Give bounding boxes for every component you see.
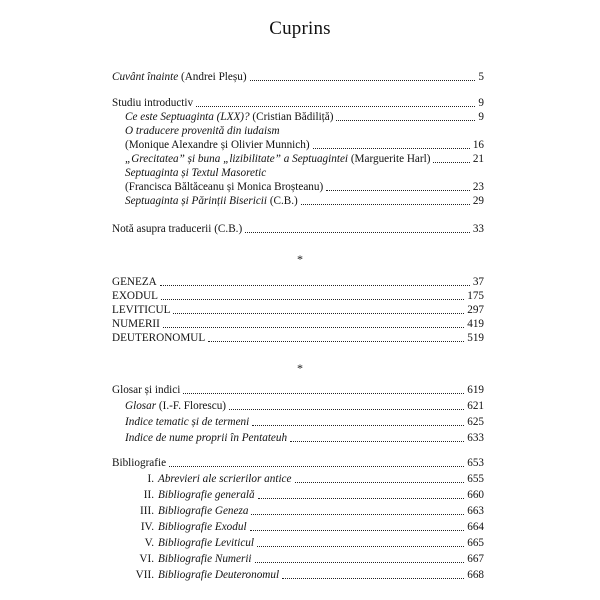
entry-title: Bibliografie Leviticul bbox=[158, 537, 255, 549]
leader-dots bbox=[196, 105, 475, 107]
toc-entry-bib-1[interactable] bbox=[112, 472, 484, 486]
toc-entry-traducere-title[interactable] bbox=[125, 124, 484, 138]
toc-entry-indice-tematic[interactable] bbox=[125, 415, 484, 429]
toc-entry-indice-nume[interactable] bbox=[125, 431, 484, 445]
toc-entry-glosar-indici[interactable] bbox=[112, 383, 484, 397]
page-number: 23 bbox=[472, 181, 484, 193]
entry-author: (Monique Alexandre și Olivier Munnich) bbox=[125, 139, 310, 151]
page-number: 9 bbox=[478, 111, 484, 123]
entry-title: NUMERII bbox=[112, 318, 160, 330]
page-number: 621 bbox=[467, 400, 484, 412]
page-number: 663 bbox=[467, 505, 484, 517]
entry-title: Glosar și indici bbox=[112, 384, 181, 396]
roman-numeral: II. bbox=[143, 489, 154, 501]
leader-dots bbox=[183, 392, 464, 394]
leader-dots bbox=[208, 340, 464, 342]
page-number: 21 bbox=[472, 153, 484, 165]
leader-dots bbox=[250, 79, 476, 81]
toc-entry-parintii[interactable] bbox=[125, 194, 484, 208]
leader-dots bbox=[257, 545, 464, 547]
page-number: 660 bbox=[467, 489, 484, 501]
leader-dots bbox=[245, 231, 470, 233]
page-number: 668 bbox=[467, 569, 484, 581]
page-number: 653 bbox=[467, 457, 484, 469]
leader-dots bbox=[313, 147, 470, 149]
leader-dots bbox=[163, 326, 464, 328]
toc-entry-deuteronomul[interactable] bbox=[112, 331, 484, 345]
toc-entry-cuvant[interactable] bbox=[112, 70, 484, 84]
leader-dots bbox=[252, 424, 464, 426]
leader-dots bbox=[169, 465, 464, 467]
entry-title: Septuaginta și Părinții Bisericii bbox=[125, 195, 268, 207]
entry-title: LEVITICUL bbox=[112, 304, 171, 316]
entry-author: (I.-F. Florescu) bbox=[158, 400, 227, 412]
roman-numeral: VII. bbox=[135, 569, 154, 581]
page-number: 664 bbox=[467, 521, 484, 533]
entry-title: O traducere provenită din iudaism bbox=[125, 125, 280, 137]
toc-entry-bib-3[interactable] bbox=[112, 504, 484, 518]
entry-title: Septuaginta și Textul Masoretic bbox=[125, 167, 267, 179]
toc-entry-bib-7[interactable] bbox=[112, 568, 484, 582]
roman-numeral: VI. bbox=[139, 553, 154, 565]
leader-dots bbox=[173, 312, 464, 314]
page-number: 33 bbox=[472, 223, 484, 235]
entry-author: (C.B.) bbox=[214, 223, 243, 235]
toc-entry-bib-5[interactable] bbox=[112, 536, 484, 550]
toc-entry-bib-4[interactable] bbox=[112, 520, 484, 534]
entry-author: (Cristian Bădiliță) bbox=[252, 111, 334, 123]
leader-dots bbox=[326, 189, 470, 191]
entry-title: Indice tematic și de termeni bbox=[125, 416, 250, 428]
toc-entry-leviticul[interactable] bbox=[112, 303, 484, 317]
toc-entry-septuaginta-lxx[interactable] bbox=[125, 110, 484, 124]
entry-author: (Andrei Pleșu) bbox=[180, 71, 247, 83]
toc-entry-bib-6[interactable] bbox=[112, 552, 484, 566]
page-number: 37 bbox=[472, 276, 484, 288]
toc-entry-bibliografie[interactable] bbox=[112, 456, 484, 470]
toc-entry-masoretic-authors[interactable] bbox=[125, 180, 484, 194]
entry-title: Bibliografie bbox=[112, 457, 167, 469]
page-number: 655 bbox=[467, 473, 484, 485]
toc-entry-masoretic-title[interactable] bbox=[125, 166, 484, 180]
entry-title: Cuvânt înainte bbox=[112, 71, 179, 83]
page-title: Cuprins bbox=[269, 18, 331, 39]
toc-entry-nota[interactable] bbox=[112, 222, 484, 236]
page-number: 297 bbox=[467, 304, 484, 316]
leader-dots bbox=[295, 481, 465, 483]
entry-title: GENEZA bbox=[112, 276, 157, 288]
leader-dots bbox=[258, 497, 465, 499]
roman-numeral: IV. bbox=[140, 521, 154, 533]
entry-title: EXODUL bbox=[112, 290, 158, 302]
page-number: 175 bbox=[467, 290, 484, 302]
toc-entry-glosar[interactable] bbox=[125, 399, 484, 413]
leader-dots bbox=[250, 529, 465, 531]
toc-entry-bib-2[interactable] bbox=[112, 488, 484, 502]
toc-entry-grecitatea[interactable] bbox=[125, 152, 484, 166]
leader-dots bbox=[290, 440, 464, 442]
entry-title: „Grecitatea” și buna „lizibilitate” a Septuagintei bbox=[125, 153, 349, 165]
leader-dots bbox=[301, 203, 470, 205]
entry-title: Bibliografie Deuteronomul bbox=[158, 569, 280, 581]
entry-title: Glosar bbox=[125, 400, 157, 412]
page-number: 619 bbox=[467, 384, 484, 396]
leader-dots bbox=[229, 408, 464, 410]
leader-dots bbox=[336, 119, 475, 121]
section-separator: * bbox=[297, 361, 303, 375]
page-number: 625 bbox=[467, 416, 484, 428]
entry-title: DEUTERONOMUL bbox=[112, 332, 206, 344]
page-number: 667 bbox=[467, 553, 484, 565]
entry-author: (Francisca Băltăceanu și Monica Broșteanu) bbox=[125, 181, 324, 193]
toc-entry-studiu[interactable] bbox=[112, 96, 484, 110]
roman-numeral: I. bbox=[147, 473, 154, 485]
page-number: 9 bbox=[478, 97, 484, 109]
entry-title: Bibliografie Exodul bbox=[158, 521, 247, 533]
entry-title: Indice de nume proprii în Pentateuh bbox=[125, 432, 288, 444]
leader-dots bbox=[282, 577, 464, 579]
toc-entry-exodul[interactable] bbox=[112, 289, 484, 303]
entry-title: Ce este Septuaginta (LXX)? bbox=[125, 111, 250, 123]
leader-dots bbox=[433, 161, 469, 163]
page-number: 665 bbox=[467, 537, 484, 549]
leader-dots bbox=[160, 284, 470, 286]
entry-title: Studiu introductiv bbox=[112, 97, 194, 109]
page-number: 5 bbox=[478, 71, 484, 83]
section-separator: * bbox=[297, 252, 303, 266]
leader-dots bbox=[251, 513, 464, 515]
toc-entry-traducere-authors[interactable] bbox=[125, 138, 484, 152]
toc-entry-geneza[interactable] bbox=[112, 275, 484, 289]
leader-dots bbox=[255, 561, 465, 563]
roman-numeral: V. bbox=[144, 537, 154, 549]
entry-title: Bibliografie Geneza bbox=[158, 505, 249, 517]
page-number: 16 bbox=[472, 139, 484, 151]
entry-title: Notă asupra traducerii bbox=[112, 223, 212, 235]
roman-numeral: III. bbox=[140, 505, 154, 517]
page-number: 633 bbox=[467, 432, 484, 444]
entry-title: Bibliografie generală bbox=[158, 489, 255, 501]
leader-dots bbox=[161, 298, 464, 300]
toc-entry-numerii[interactable] bbox=[112, 317, 484, 331]
page-number: 519 bbox=[467, 332, 484, 344]
entry-title: Abrevieri ale scrierilor antice bbox=[158, 473, 292, 485]
entry-title: Bibliografie Numerii bbox=[158, 553, 252, 565]
page-number: 29 bbox=[472, 195, 484, 207]
page-number: 419 bbox=[467, 318, 484, 330]
entry-author: (C.B.) bbox=[269, 195, 298, 207]
entry-author: (Marguerite Harl) bbox=[350, 153, 431, 165]
